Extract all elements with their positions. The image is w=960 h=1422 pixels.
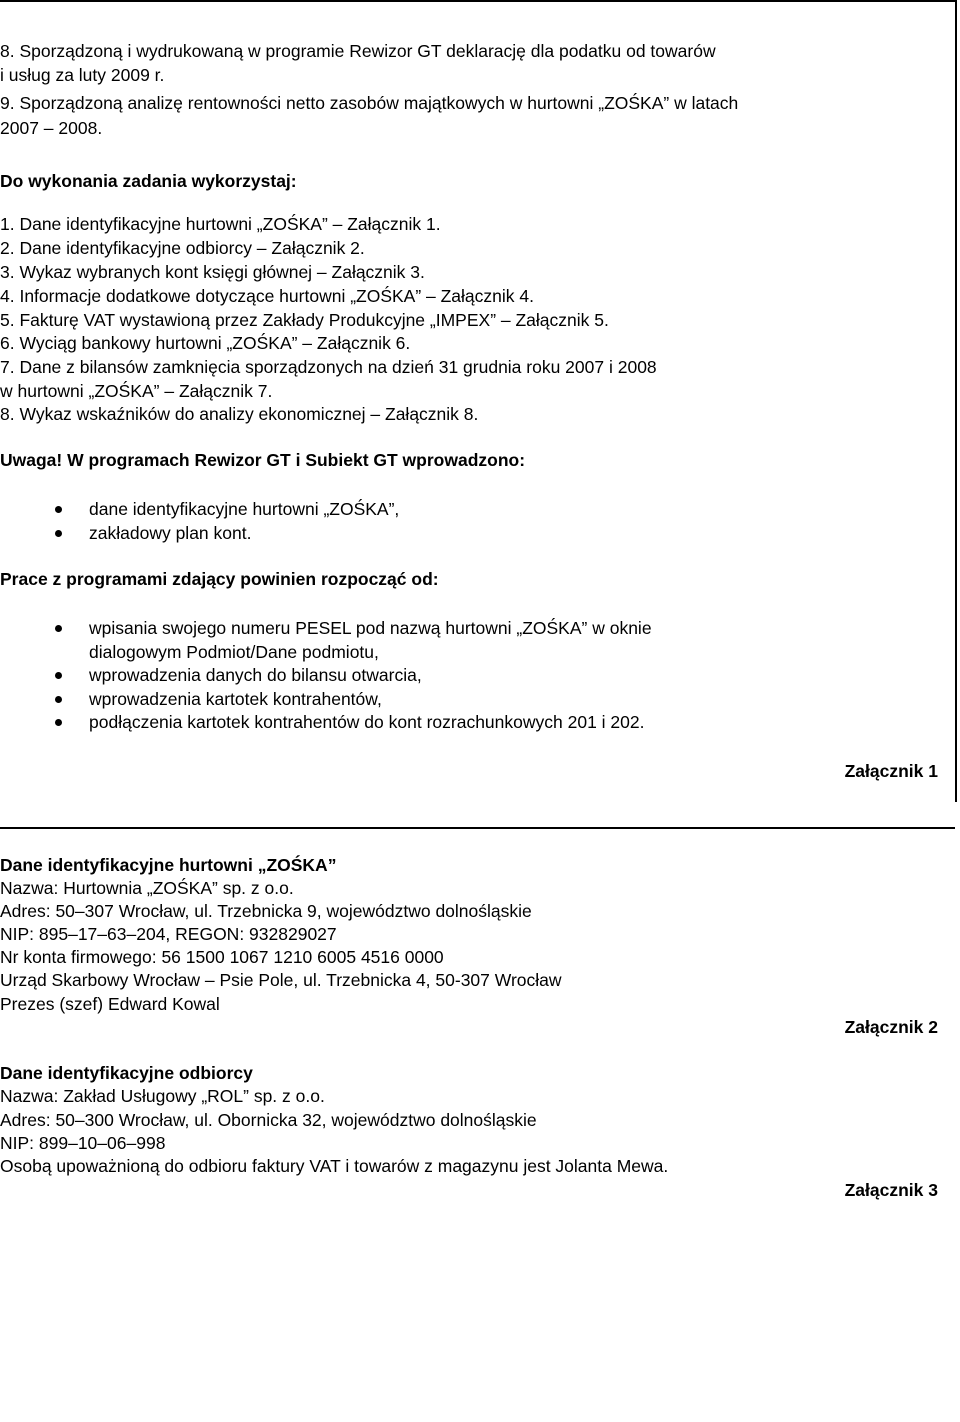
note-heading xyxy=(0,449,525,471)
bullet-icon xyxy=(55,696,62,703)
resource-item: 3. Wykaz wybranych kont księgi głównej – Załącznik 3. xyxy=(0,262,425,282)
attachment-1-line: NIP: 895–17–63–204, REGON: 932829027 xyxy=(0,924,337,944)
attachment-1-label: Załącznik 1 xyxy=(844,761,938,781)
intro-item-8-cont: i usług za luty 2009 r. xyxy=(0,65,165,85)
start-bullet-item: podłączenia kartotek kontrahentów do kont rozrachunkowych 201 i 202. xyxy=(0,711,652,735)
attachment-1-line: Prezes (szef) Edward Kowal xyxy=(0,994,220,1014)
attachment-2-line: Nazwa: Zakład Usługowy „ROL” sp. z o.o. xyxy=(0,1086,325,1106)
start-heading: Prace z programami zdający powinien rozpocząć od: xyxy=(0,569,439,589)
intro-item-9: 9. Sporządzoną analizę rentowności netto zasobów majątkowych w hurtowni „ZOŚKA” w latach xyxy=(0,93,739,113)
section-divider xyxy=(0,827,955,829)
resource-item-cont: w hurtowni „ZOŚKA” – Załącznik 7. xyxy=(0,381,273,401)
note-text: W programach Rewizor GT i Subiekt GT wprowadzono: xyxy=(62,450,526,470)
start-bullet-item: wprowadzenia kartotek kontrahentów, xyxy=(0,688,652,712)
intro-item-9-cont: 2007 – 2008. xyxy=(0,118,103,138)
attachment-1-heading: Dane identyfikacyjne hurtowni „ZOŚKA” xyxy=(0,855,337,875)
resource-item: 2. Dane identyfikacyjne odbiorcy – Załącznik 2. xyxy=(0,238,365,258)
start-bullet-item-cont: dialogowym Podmiot/Dane podmiotu, xyxy=(89,641,379,662)
attachment-2-line: NIP: 899–10–06–998 xyxy=(0,1133,166,1153)
note-bullet-list xyxy=(0,498,399,545)
bullet-icon xyxy=(55,672,62,679)
attachment-1-line: Nr konta firmowego: 56 1500 1067 1210 6005 4516 0000 xyxy=(0,947,444,967)
bullet-icon xyxy=(55,506,62,513)
note-bullet-item: zakładowy plan kont. xyxy=(0,522,399,546)
bullet-icon xyxy=(55,719,62,726)
attachment-2-heading: Dane identyfikacyjne odbiorcy xyxy=(0,1063,253,1083)
attachment-3-label: Załącznik 3 xyxy=(844,1180,938,1200)
attachment-1-line: Adres: 50–307 Wrocław, ul. Trzebnicka 9, województwo dolnośląskie xyxy=(0,901,532,921)
attachment-1-line: Urząd Skarbowy Wrocław – Psie Pole, ul. Trzebnicka 4, 50-307 Wrocław xyxy=(0,970,562,990)
attachment-1-line: Nazwa: Hurtownia „ZOŚKA” sp. z o.o. xyxy=(0,878,294,898)
start-bullet-item: wprowadzenia danych do bilansu otwarcia, xyxy=(0,664,652,688)
resource-item: 4. Informacje dodatkowe dotyczące hurtowni „ZOŚKA” – Załącznik 4. xyxy=(0,286,534,306)
resource-item: 6. Wyciąg bankowy hurtowni „ZOŚKA” – Załącznik 6. xyxy=(0,333,411,353)
attachment-2-line: Adres: 50–300 Wrocław, ul. Obornicka 32, województwo dolnośląskie xyxy=(0,1110,537,1130)
note-bullet-item: dane identyfikacyjne hurtowni „ZOŚKA”, xyxy=(0,498,399,522)
resource-item: 8. Wykaz wskaźników do analizy ekonomicznej – Załącznik 8. xyxy=(0,404,479,424)
resources-heading: Do wykonania zadania wykorzystaj: xyxy=(0,171,297,191)
resource-item: 5. Fakturę VAT wystawioną przez Zakłady Produkcyjne „IMPEX” – Załącznik 5. xyxy=(0,310,609,330)
resource-item: 7. Dane z bilansów zamknięcia sporządzonych na dzień 31 grudnia roku 2007 i 2008 xyxy=(0,357,657,377)
resource-item: 1. Dane identyfikacyjne hurtowni „ZOŚKA” – Załącznik 1. xyxy=(0,214,441,234)
note-label: Uwaga! xyxy=(0,450,63,470)
bullet-icon xyxy=(55,530,62,537)
start-bullet-item: wpisania swojego numeru PESEL pod nazwą hurtowni „ZOŚKA” w oknie xyxy=(0,617,652,641)
bullet-icon xyxy=(55,625,62,632)
attachment-2-line: Osobą upoważnioną do odbioru faktury VAT i towarów z magazynu jest Jolanta Mewa. xyxy=(0,1156,669,1176)
intro-item-8: 8. Sporządzoną i wydrukowaną w programie Rewizor GT deklarację dla podatku od towarów xyxy=(0,41,716,61)
attachment-2-label: Załącznik 2 xyxy=(844,1017,938,1037)
start-bullet-list xyxy=(0,617,652,735)
